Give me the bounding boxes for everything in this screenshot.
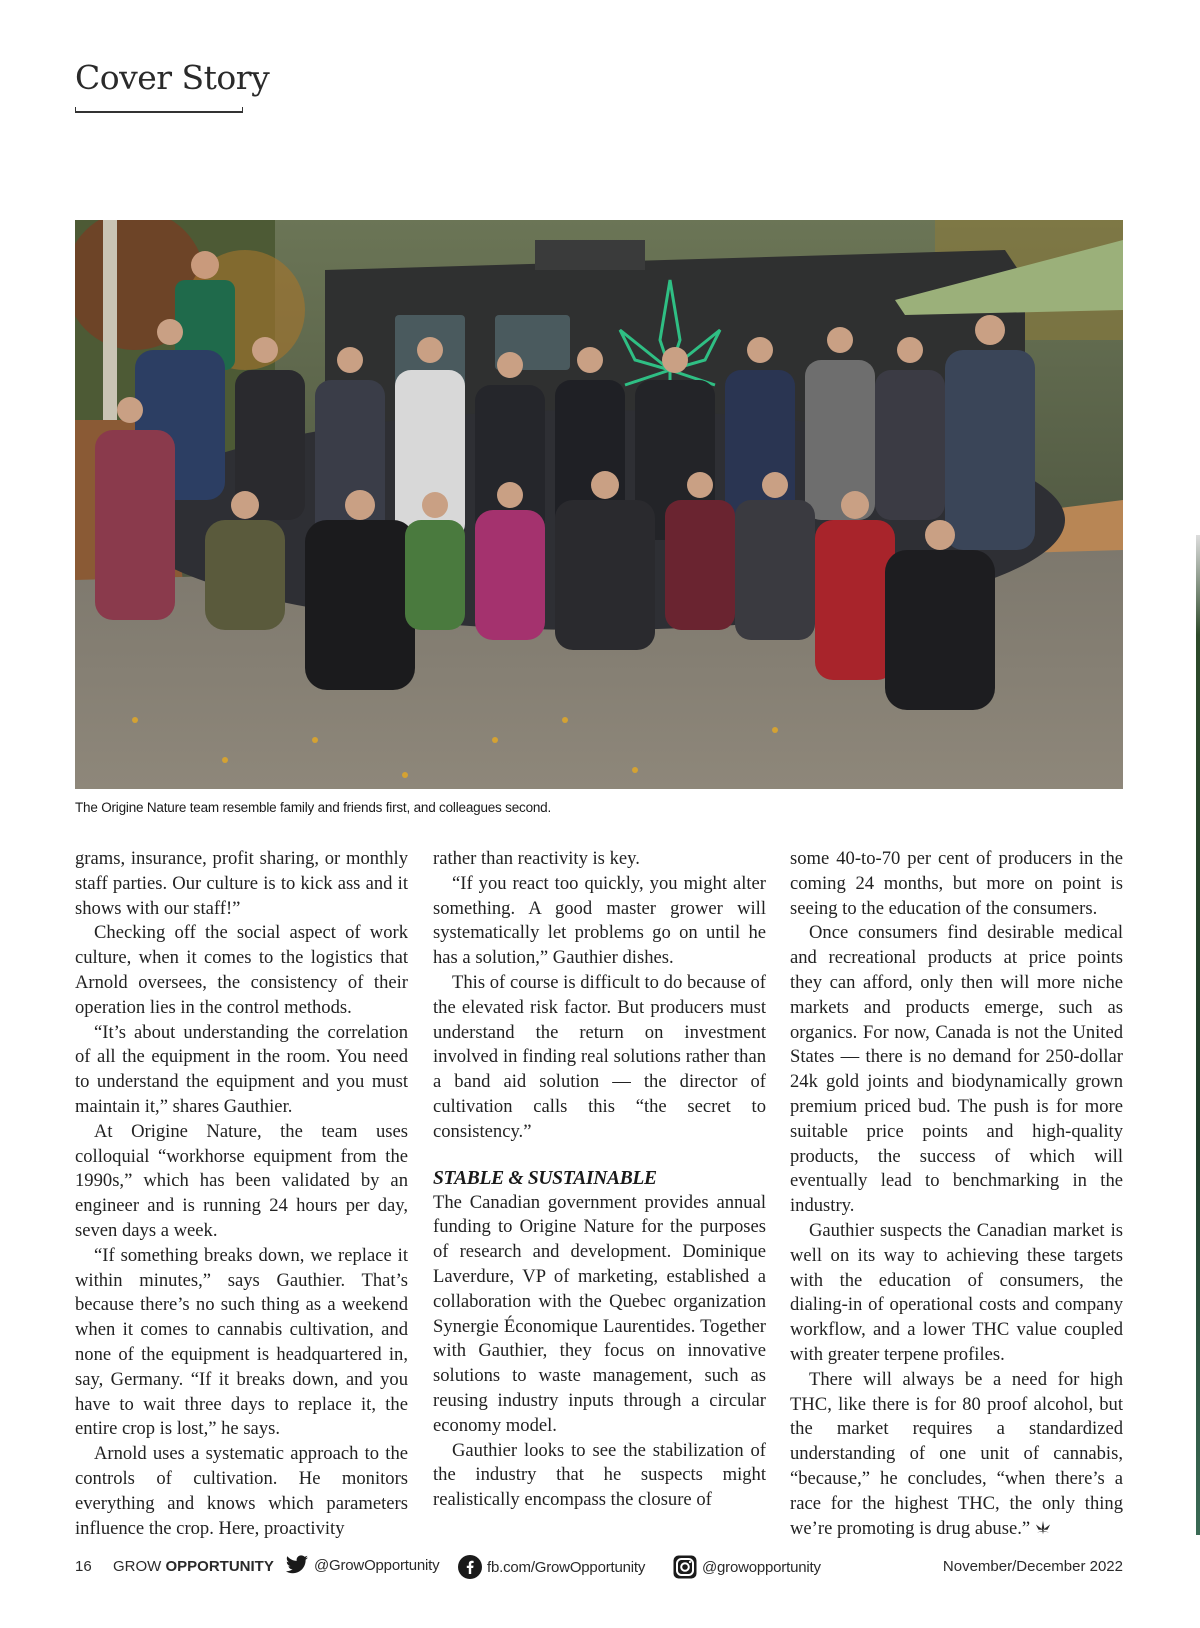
article-column-1: [75, 847, 408, 1541]
section-title: Cover Story: [75, 58, 270, 97]
twitter-icon: [285, 1555, 309, 1575]
paragraph: Once consumers find desirable medical and recreational products at price points they can afford, only then will more niche markets and products emerge, such as organics. For now, Canada is not the United States — there is no demand for 250-dollar 24k gold joints and biodynamically grown premium priced bud. The push is for more suitable price points and high-quality products, the success of which will eventually lead to benchmarking in the industry.: [790, 922, 1123, 1217]
paragraph: Gauthier suspects the Canadian market is well on its way to achieving these targets with the education of consumers, the dialing-in of operational costs and company workflow, and a lower THC value coupled with greater terpene profiles.: [790, 1219, 1123, 1365]
twitter-link[interactable]: [285, 1555, 439, 1575]
facebook-icon: [458, 1555, 482, 1579]
paragraph-text: There will always be a need for high THC, like there is for 80 proof alcohol, but the market requires a standardized understanding of one unit of cannabis, “because,” he concludes, “when there’s a race for the highest THC, the only thing we’re promoting is drug abuse.”: [790, 1368, 1123, 1539]
twitter-handle: @GrowOpportunity: [314, 1556, 440, 1574]
instagram-link[interactable]: [673, 1555, 821, 1579]
adjacent-page-edge: [1196, 535, 1200, 1535]
paragraph: grams, insurance, profit sharing, or monthly staff parties. Our culture is to kick ass and it shows with our staff!”: [75, 848, 408, 919]
facebook-url: fb.com/GrowOpportunity: [487, 1558, 646, 1576]
paragraph: some 40-to-70 per cent of producers in the coming 24 months, but more on point is seeing to the education of the consumers.: [790, 848, 1123, 919]
paragraph: This of course is difficult to do because of the elevated risk factor. But producers must understand the return on investment involved in finding real solutions rather than a band aid solution — the director of cultivation calls this “the secret to consistency.”: [433, 971, 766, 1142]
page-footer: [75, 1555, 1123, 1581]
cannabis-leaf-end-icon: [1034, 1520, 1052, 1536]
paragraph: Checking off the social aspect of work culture, when it comes to the logistics that Arnold oversees, the consistency of their operation lies in the control methods.: [75, 922, 408, 1018]
paragraph: rather than reactivity is key.: [433, 848, 640, 869]
article-column-2: [433, 847, 766, 1513]
brand-light: GROW: [113, 1558, 166, 1575]
issue-date: November/December 2022: [942, 1558, 1123, 1575]
team-photo: [75, 220, 1123, 789]
magazine-brand: [113, 1558, 274, 1575]
photo-caption: The Origine Nature team resemble family and friends first, and colleagues second.: [75, 800, 552, 815]
paragraph: “It’s about understanding the correlation of all the equipment in the room. You need to understand the equipment and you must maintain it,” shares Gauthier.: [75, 1021, 408, 1117]
paragraph-final: [790, 1368, 1123, 1542]
section-title-underline: [75, 111, 243, 113]
paragraph: Gauthier looks to see the stabilization of the industry that he suspects might realistically encompass the closure of: [433, 1439, 766, 1511]
instagram-handle: @growopportunity: [702, 1558, 821, 1576]
paragraph: The Canadian government provides annual funding to Origine Nature for the purposes of research and development. Dominique Laverdure, VP of marketing, established a collaboration with the Quebec organization Synergie Économique Laurentides. Together with Gauthier, they focus on innovative solutions to waste management, such as reusing industry inputs through a circular economy model.: [433, 1191, 766, 1436]
subheading: STABLE & SUSTAINABLE: [433, 1167, 657, 1189]
paragraph: “If you react too quickly, you might alter something. A good master grower will systematically let problems go on until he has a solution,” Gauthier dishes.: [433, 872, 766, 969]
brand-bold: OPPORTUNITY: [165, 1558, 274, 1575]
paragraph: Arnold uses a systematic approach to the controls of cultivation. He monitors everything and knows which parameters influence the crop. Here, proactivity: [75, 1443, 408, 1539]
paragraph: “If something breaks down, we replace it within minutes,” says Gauthier. That’s because there’s no such thing as a weekend when it comes to cannabis cultivation, and none of the equipment is headquartered in, say, Germany. “If it breaks down, and you have to wait three days to replace it, the entire crop is lost,” he says.: [75, 1244, 408, 1440]
page-number: 16: [75, 1558, 92, 1575]
article-column-3: [790, 847, 1123, 1541]
facebook-link[interactable]: [458, 1555, 645, 1579]
paragraph: At Origine Nature, the team uses colloquial “workhorse equipment from the 1990s,” which has been validated by an engineer and is running 24 hours per day, seven days a week.: [75, 1120, 408, 1241]
instagram-icon: [673, 1555, 697, 1579]
